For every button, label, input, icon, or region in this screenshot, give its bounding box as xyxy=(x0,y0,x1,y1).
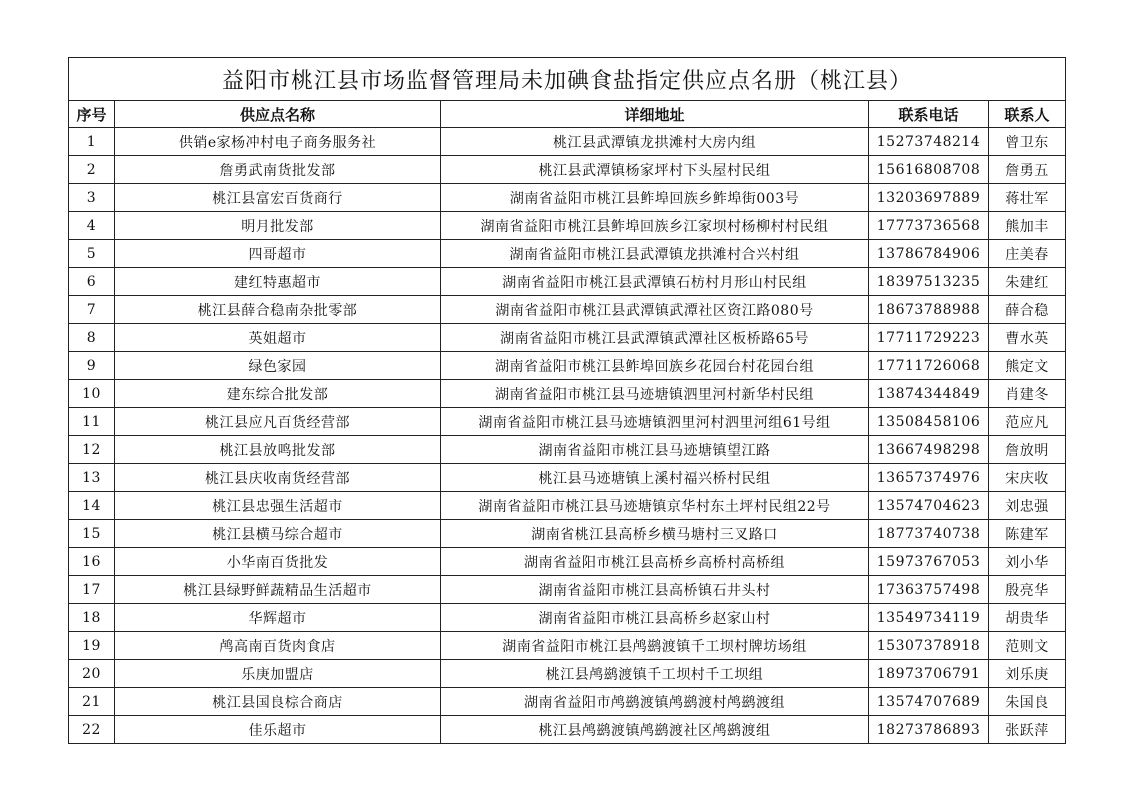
address-cell: 湖南省益阳市桃江县鲊埠回族乡江家坝村杨柳村村民组 xyxy=(441,212,869,240)
supply-point-name-cell: 桃江县绿野鲜蔬精品生活超市 xyxy=(115,576,441,604)
header-row xyxy=(69,101,1066,128)
address-cell: 湖南省益阳市桃江县高桥乡高桥村高桥组 xyxy=(441,548,869,576)
header-address: 详细地址 xyxy=(441,101,869,128)
supply-point-name-cell: 桃江县薛合稳南杂批零部 xyxy=(115,296,441,324)
table-row xyxy=(69,268,1066,296)
address-cell: 湖南省益阳市桃江县鸬鹚渡镇千工坝村牌坊场组 xyxy=(441,632,869,660)
contact-person-cell: 范应凡 xyxy=(989,408,1066,436)
table-row xyxy=(69,688,1066,716)
table-row xyxy=(69,352,1066,380)
supply-point-name-cell: 鸬高南百货肉食店 xyxy=(115,632,441,660)
table-row xyxy=(69,436,1066,464)
phone-cell: 13786784906 xyxy=(869,240,989,268)
row-number-cell: 6 xyxy=(69,268,115,296)
contact-person-cell: 殷亮华 xyxy=(989,576,1066,604)
phone-cell: 18773740738 xyxy=(869,520,989,548)
page-title: 益阳市桃江县市场监督管理局未加碘食盐指定供应点名册（桃江县） xyxy=(69,58,1066,101)
header-phone: 联系电话 xyxy=(869,101,989,128)
supply-point-table xyxy=(68,57,1066,744)
supply-point-name-cell: 建红特惠超市 xyxy=(115,268,441,296)
phone-cell: 13874344849 xyxy=(869,380,989,408)
row-number-cell: 18 xyxy=(69,604,115,632)
supply-point-name-cell: 桃江县应凡百货经营部 xyxy=(115,408,441,436)
contact-person-cell: 胡贵华 xyxy=(989,604,1066,632)
phone-cell: 18397513235 xyxy=(869,268,989,296)
row-number-cell: 5 xyxy=(69,240,115,268)
row-number-cell: 22 xyxy=(69,716,115,744)
row-number-cell: 9 xyxy=(69,352,115,380)
contact-person-cell: 曹水英 xyxy=(989,324,1066,352)
contact-person-cell: 庄美春 xyxy=(989,240,1066,268)
contact-person-cell: 刘乐庚 xyxy=(989,660,1066,688)
phone-cell: 13508458106 xyxy=(869,408,989,436)
table-row xyxy=(69,492,1066,520)
table-body xyxy=(69,128,1066,744)
contact-person-cell: 朱建红 xyxy=(989,268,1066,296)
table-row xyxy=(69,604,1066,632)
row-number-cell: 8 xyxy=(69,324,115,352)
phone-cell: 18273786893 xyxy=(869,716,989,744)
table-row xyxy=(69,576,1066,604)
contact-person-cell: 詹放明 xyxy=(989,436,1066,464)
header-no: 序号 xyxy=(69,101,115,128)
address-cell: 桃江县鸬鹚渡镇千工坝村千工坝组 xyxy=(441,660,869,688)
supply-point-name-cell: 供销e家杨冲村电子商务服务社 xyxy=(115,128,441,156)
contact-person-cell: 曾卫东 xyxy=(989,128,1066,156)
phone-cell: 13203697889 xyxy=(869,184,989,212)
supply-point-name-cell: 英姐超市 xyxy=(115,324,441,352)
address-cell: 湖南省益阳市桃江县高桥乡赵家山村 xyxy=(441,604,869,632)
phone-cell: 13667498298 xyxy=(869,436,989,464)
supply-point-name-cell: 建东综合批发部 xyxy=(115,380,441,408)
phone-cell: 18973706791 xyxy=(869,660,989,688)
row-number-cell: 1 xyxy=(69,128,115,156)
phone-cell: 17711729223 xyxy=(869,324,989,352)
address-cell: 湖南省益阳市桃江县武潭镇武潭社区资江路080号 xyxy=(441,296,869,324)
phone-cell: 17711726068 xyxy=(869,352,989,380)
supply-point-name-cell: 绿色家园 xyxy=(115,352,441,380)
supply-point-name-cell: 桃江县横马综合超市 xyxy=(115,520,441,548)
table-row xyxy=(69,212,1066,240)
table-row xyxy=(69,548,1066,576)
contact-person-cell: 薛合稳 xyxy=(989,296,1066,324)
contact-person-cell: 张跃萍 xyxy=(989,716,1066,744)
contact-person-cell: 蒋壮军 xyxy=(989,184,1066,212)
row-number-cell: 16 xyxy=(69,548,115,576)
title-row xyxy=(69,58,1066,101)
phone-cell: 15273748214 xyxy=(869,128,989,156)
address-cell: 桃江县武潭镇龙拱滩村大房内组 xyxy=(441,128,869,156)
contact-person-cell: 陈建军 xyxy=(989,520,1066,548)
contact-person-cell: 熊加丰 xyxy=(989,212,1066,240)
contact-person-cell: 宋庆收 xyxy=(989,464,1066,492)
address-cell: 湖南省益阳市桃江县马迹塘镇泗里河村新华村民组 xyxy=(441,380,869,408)
table-row xyxy=(69,716,1066,744)
address-cell: 湖南省益阳市鸬鹚渡镇鸬鹚渡村鸬鹚渡组 xyxy=(441,688,869,716)
table-row xyxy=(69,240,1066,268)
supply-point-name-cell: 桃江县放鸣批发部 xyxy=(115,436,441,464)
table-row xyxy=(69,296,1066,324)
supply-point-name-cell: 小华南百货批发 xyxy=(115,548,441,576)
address-cell: 湖南省益阳市桃江县武潭镇龙拱滩村合兴村组 xyxy=(441,240,869,268)
supply-point-name-cell: 四哥超市 xyxy=(115,240,441,268)
phone-cell: 13549734119 xyxy=(869,604,989,632)
row-number-cell: 13 xyxy=(69,464,115,492)
contact-person-cell: 肖建冬 xyxy=(989,380,1066,408)
supply-point-name-cell: 桃江县忠强生活超市 xyxy=(115,492,441,520)
phone-cell: 15307378918 xyxy=(869,632,989,660)
contact-person-cell: 詹勇五 xyxy=(989,156,1066,184)
supply-point-name-cell: 华辉超市 xyxy=(115,604,441,632)
table-row xyxy=(69,128,1066,156)
table-row xyxy=(69,660,1066,688)
supply-point-name-cell: 詹勇武南货批发部 xyxy=(115,156,441,184)
row-number-cell: 21 xyxy=(69,688,115,716)
row-number-cell: 7 xyxy=(69,296,115,324)
row-number-cell: 11 xyxy=(69,408,115,436)
address-cell: 湖南省桃江县高桥乡横马塘村三叉路口 xyxy=(441,520,869,548)
row-number-cell: 2 xyxy=(69,156,115,184)
contact-person-cell: 刘忠强 xyxy=(989,492,1066,520)
row-number-cell: 4 xyxy=(69,212,115,240)
address-cell: 湖南省益阳市桃江县武潭镇石枋村月形山村民组 xyxy=(441,268,869,296)
phone-cell: 18673788988 xyxy=(869,296,989,324)
address-cell: 湖南省益阳市桃江县鲊埠回族乡花园台村花园台组 xyxy=(441,352,869,380)
table-row xyxy=(69,408,1066,436)
row-number-cell: 15 xyxy=(69,520,115,548)
row-number-cell: 17 xyxy=(69,576,115,604)
supply-point-name-cell: 桃江县富宏百货商行 xyxy=(115,184,441,212)
address-cell: 湖南省益阳市桃江县马迹塘镇望江路 xyxy=(441,436,869,464)
phone-cell: 13574704623 xyxy=(869,492,989,520)
address-cell: 湖南省益阳市桃江县马迹塘镇泗里河村泗里河组61号组 xyxy=(441,408,869,436)
row-number-cell: 12 xyxy=(69,436,115,464)
address-cell: 湖南省益阳市桃江县鲊埠回族乡鲊埠街003号 xyxy=(441,184,869,212)
supply-point-name-cell: 佳乐超市 xyxy=(115,716,441,744)
table-row xyxy=(69,464,1066,492)
supply-point-name-cell: 乐庚加盟店 xyxy=(115,660,441,688)
phone-cell: 17363757498 xyxy=(869,576,989,604)
supply-point-name-cell: 桃江县国良棕合商店 xyxy=(115,688,441,716)
row-number-cell: 19 xyxy=(69,632,115,660)
row-number-cell: 3 xyxy=(69,184,115,212)
phone-cell: 15616808708 xyxy=(869,156,989,184)
contact-person-cell: 熊定文 xyxy=(989,352,1066,380)
supply-point-name-cell: 明月批发部 xyxy=(115,212,441,240)
address-cell: 桃江县马迹塘镇上溪村福兴桥村民组 xyxy=(441,464,869,492)
address-cell: 湖南省益阳市桃江县马迹塘镇京华村东土坪村民组22号 xyxy=(441,492,869,520)
contact-person-cell: 范则文 xyxy=(989,632,1066,660)
row-number-cell: 10 xyxy=(69,380,115,408)
row-number-cell: 14 xyxy=(69,492,115,520)
table-row xyxy=(69,632,1066,660)
address-cell: 湖南省益阳市桃江县高桥镇石井头村 xyxy=(441,576,869,604)
supply-point-name-cell: 桃江县庆收南货经营部 xyxy=(115,464,441,492)
address-cell: 桃江县武潭镇杨家坪村下头屋村民组 xyxy=(441,156,869,184)
phone-cell: 17773736568 xyxy=(869,212,989,240)
address-cell: 桃江县鸬鹚渡镇鸬鹚渡社区鸬鹚渡组 xyxy=(441,716,869,744)
table-row xyxy=(69,184,1066,212)
contact-person-cell: 刘小华 xyxy=(989,548,1066,576)
header-contact: 联系人 xyxy=(989,101,1066,128)
row-number-cell: 20 xyxy=(69,660,115,688)
table-row xyxy=(69,324,1066,352)
address-cell: 湖南省益阳市桃江县武潭镇武潭社区板桥路65号 xyxy=(441,324,869,352)
phone-cell: 13657374976 xyxy=(869,464,989,492)
table-row xyxy=(69,380,1066,408)
contact-person-cell: 朱国良 xyxy=(989,688,1066,716)
table-row xyxy=(69,520,1066,548)
phone-cell: 15973767053 xyxy=(869,548,989,576)
table-row xyxy=(69,156,1066,184)
phone-cell: 13574707689 xyxy=(869,688,989,716)
header-name: 供应点名称 xyxy=(115,101,441,128)
